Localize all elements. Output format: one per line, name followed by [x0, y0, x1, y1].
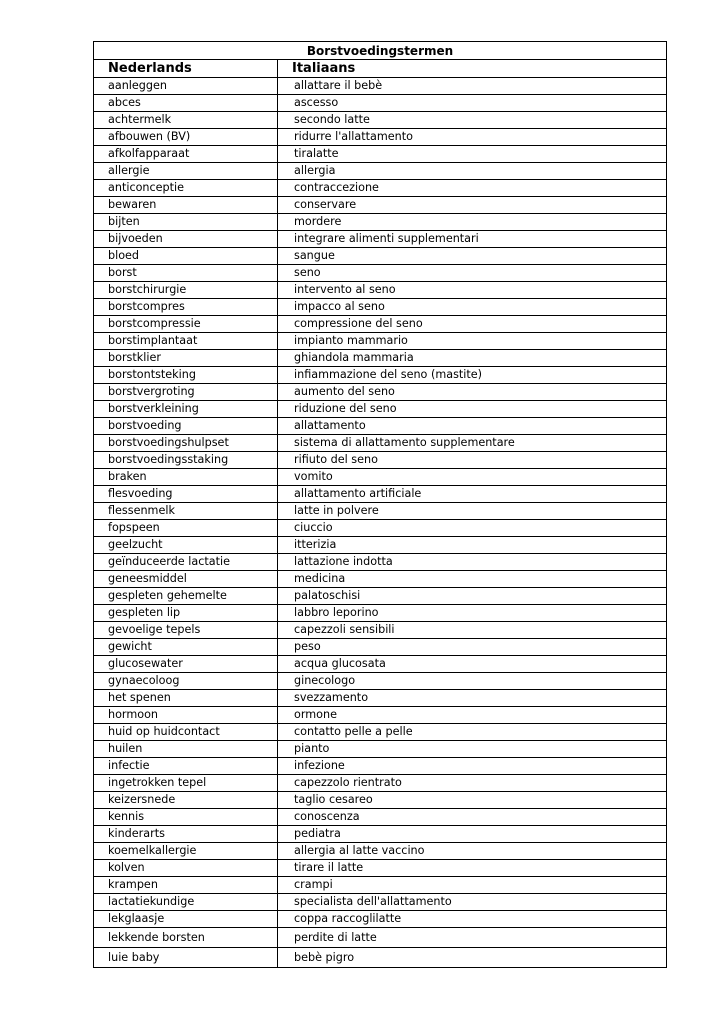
italian-term: capezzoli sensibili	[278, 622, 667, 639]
italian-term: allergia al latte vaccino	[278, 843, 667, 860]
dutch-term: bijvoeden	[94, 231, 278, 248]
dutch-term: luie baby	[94, 948, 278, 968]
dutch-term: borstverkleining	[94, 401, 278, 418]
dutch-term: lekkende borsten	[94, 928, 278, 948]
table-row	[94, 775, 667, 792]
italian-term: integrare alimenti supplementari	[278, 231, 667, 248]
dutch-term: keizersnede	[94, 792, 278, 809]
table-row	[94, 948, 667, 968]
italian-term: secondo latte	[278, 112, 667, 129]
italian-term: acqua glucosata	[278, 656, 667, 673]
dutch-term: kinderarts	[94, 826, 278, 843]
dutch-term: geneesmiddel	[94, 571, 278, 588]
italian-term: ciuccio	[278, 520, 667, 537]
italian-term: coppa raccoglilatte	[278, 911, 667, 928]
table-row	[94, 928, 667, 948]
table-row	[94, 282, 667, 299]
table-row	[94, 435, 667, 452]
italian-term: contatto pelle a pelle	[278, 724, 667, 741]
table-row	[94, 299, 667, 316]
italian-term: allattamento	[278, 418, 667, 435]
italian-term: sangue	[278, 248, 667, 265]
dutch-term: kolven	[94, 860, 278, 877]
italian-term: rifiuto del seno	[278, 452, 667, 469]
italian-term: ascesso	[278, 95, 667, 112]
italian-term: infezione	[278, 758, 667, 775]
dutch-term: flesvoeding	[94, 486, 278, 503]
table-row	[94, 622, 667, 639]
dutch-term: glucosewater	[94, 656, 278, 673]
dutch-term: bewaren	[94, 197, 278, 214]
table-row	[94, 367, 667, 384]
dutch-term: borstvoeding	[94, 418, 278, 435]
dutch-term: borstcompres	[94, 299, 278, 316]
italian-term: vomito	[278, 469, 667, 486]
column-header-dutch: Nederlands	[94, 60, 278, 78]
italian-term: peso	[278, 639, 667, 656]
table-row	[94, 418, 667, 435]
table-body	[94, 78, 667, 968]
table-row	[94, 95, 667, 112]
italian-term: riduzione del seno	[278, 401, 667, 418]
italian-term: mordere	[278, 214, 667, 231]
table-row	[94, 843, 667, 860]
table-row	[94, 520, 667, 537]
dutch-term: koemelkallergie	[94, 843, 278, 860]
table-row	[94, 316, 667, 333]
dutch-term: anticonceptie	[94, 180, 278, 197]
italian-term: allergia	[278, 163, 667, 180]
italian-term: allattamento artificiale	[278, 486, 667, 503]
dutch-term: gevoelige tepels	[94, 622, 278, 639]
italian-term: infiammazione del seno (mastite)	[278, 367, 667, 384]
italian-term: seno	[278, 265, 667, 282]
dutch-term: gewicht	[94, 639, 278, 656]
table-row	[94, 350, 667, 367]
dutch-term: ingetrokken tepel	[94, 775, 278, 792]
glossary-table	[93, 41, 667, 968]
dutch-term: borstvergroting	[94, 384, 278, 401]
dutch-term: abces	[94, 95, 278, 112]
table-row	[94, 248, 667, 265]
dutch-term: borstklier	[94, 350, 278, 367]
dutch-term: fopspeen	[94, 520, 278, 537]
table-row	[94, 486, 667, 503]
italian-term: crampi	[278, 877, 667, 894]
dutch-term: braken	[94, 469, 278, 486]
dutch-term: gespleten lip	[94, 605, 278, 622]
italian-term: allattare il bebè	[278, 78, 667, 95]
italian-term: ormone	[278, 707, 667, 724]
table-row	[94, 384, 667, 401]
dutch-term: afbouwen (BV)	[94, 129, 278, 146]
italian-term: impianto mammario	[278, 333, 667, 350]
table-row	[94, 792, 667, 809]
table-row	[94, 911, 667, 928]
italian-term: conservare	[278, 197, 667, 214]
dutch-term: kennis	[94, 809, 278, 826]
italian-term: taglio cesareo	[278, 792, 667, 809]
italian-term: latte in polvere	[278, 503, 667, 520]
italian-term: intervento al seno	[278, 282, 667, 299]
dutch-term: flessenmelk	[94, 503, 278, 520]
table-row	[94, 656, 667, 673]
italian-term: tiralatte	[278, 146, 667, 163]
dutch-term: lekglaasje	[94, 911, 278, 928]
dutch-term: geïnduceerde lactatie	[94, 554, 278, 571]
italian-term: contraccezione	[278, 180, 667, 197]
table-row	[94, 129, 667, 146]
italian-term: tirare il latte	[278, 860, 667, 877]
italian-term: ridurre l'allattamento	[278, 129, 667, 146]
dutch-term: hormoon	[94, 707, 278, 724]
table-row	[94, 537, 667, 554]
italian-term: impacco al seno	[278, 299, 667, 316]
table-row	[94, 333, 667, 350]
table-row	[94, 741, 667, 758]
dutch-term: gynaecoloog	[94, 673, 278, 690]
italian-term: svezzamento	[278, 690, 667, 707]
table-row	[94, 197, 667, 214]
italian-term: itterizia	[278, 537, 667, 554]
header-row	[94, 60, 667, 78]
table-row	[94, 724, 667, 741]
dutch-term: het spenen	[94, 690, 278, 707]
table-row	[94, 469, 667, 486]
dutch-term: borstontsteking	[94, 367, 278, 384]
dutch-term: huid op huidcontact	[94, 724, 278, 741]
italian-term: bebè pigro	[278, 948, 667, 968]
italian-term: ghiandola mammaria	[278, 350, 667, 367]
dutch-term: lactatiekundige	[94, 894, 278, 911]
dutch-term: bloed	[94, 248, 278, 265]
table-row	[94, 894, 667, 911]
table-row	[94, 571, 667, 588]
dutch-term: geelzucht	[94, 537, 278, 554]
title-row	[94, 42, 667, 60]
italian-term: aumento del seno	[278, 384, 667, 401]
dutch-term: gespleten gehemelte	[94, 588, 278, 605]
dutch-term: achtermelk	[94, 112, 278, 129]
table-row	[94, 758, 667, 775]
italian-term: compressione del seno	[278, 316, 667, 333]
table-row	[94, 78, 667, 95]
table-row	[94, 265, 667, 282]
dutch-term: bijten	[94, 214, 278, 231]
glossary-table-container	[93, 41, 666, 968]
column-header-italian: Italiaans	[278, 60, 667, 78]
italian-term: sistema di allattamento supplementare	[278, 435, 667, 452]
italian-term: medicina	[278, 571, 667, 588]
table-row	[94, 146, 667, 163]
table-row	[94, 605, 667, 622]
dutch-term: borstvoedingshulpset	[94, 435, 278, 452]
dutch-term: borst	[94, 265, 278, 282]
italian-term: specialista dell'allattamento	[278, 894, 667, 911]
dutch-term: infectie	[94, 758, 278, 775]
table-row	[94, 809, 667, 826]
dutch-term: huilen	[94, 741, 278, 758]
dutch-term: allergie	[94, 163, 278, 180]
italian-term: conoscenza	[278, 809, 667, 826]
table-row	[94, 826, 667, 843]
dutch-term: aanleggen	[94, 78, 278, 95]
table-row	[94, 231, 667, 248]
table-title: Borstvoedingstermen	[94, 42, 667, 60]
table-row	[94, 588, 667, 605]
table-row	[94, 112, 667, 129]
table-row	[94, 503, 667, 520]
dutch-term: borstcompressie	[94, 316, 278, 333]
dutch-term: borstchirurgie	[94, 282, 278, 299]
italian-term: capezzolo rientrato	[278, 775, 667, 792]
table-row	[94, 214, 667, 231]
dutch-term: borstimplantaat	[94, 333, 278, 350]
table-row	[94, 452, 667, 469]
table-row	[94, 639, 667, 656]
italian-term: pediatra	[278, 826, 667, 843]
italian-term: lattazione indotta	[278, 554, 667, 571]
table-row	[94, 707, 667, 724]
italian-term: ginecologo	[278, 673, 667, 690]
table-row	[94, 860, 667, 877]
italian-term: perdite di latte	[278, 928, 667, 948]
table-row	[94, 673, 667, 690]
dutch-term: afkolfapparaat	[94, 146, 278, 163]
italian-term: pianto	[278, 741, 667, 758]
italian-term: labbro leporino	[278, 605, 667, 622]
italian-term: palatoschisi	[278, 588, 667, 605]
table-row	[94, 163, 667, 180]
table-row	[94, 877, 667, 894]
table-row	[94, 401, 667, 418]
table-row	[94, 690, 667, 707]
dutch-term: borstvoedingsstaking	[94, 452, 278, 469]
dutch-term: krampen	[94, 877, 278, 894]
table-row	[94, 180, 667, 197]
table-row	[94, 554, 667, 571]
